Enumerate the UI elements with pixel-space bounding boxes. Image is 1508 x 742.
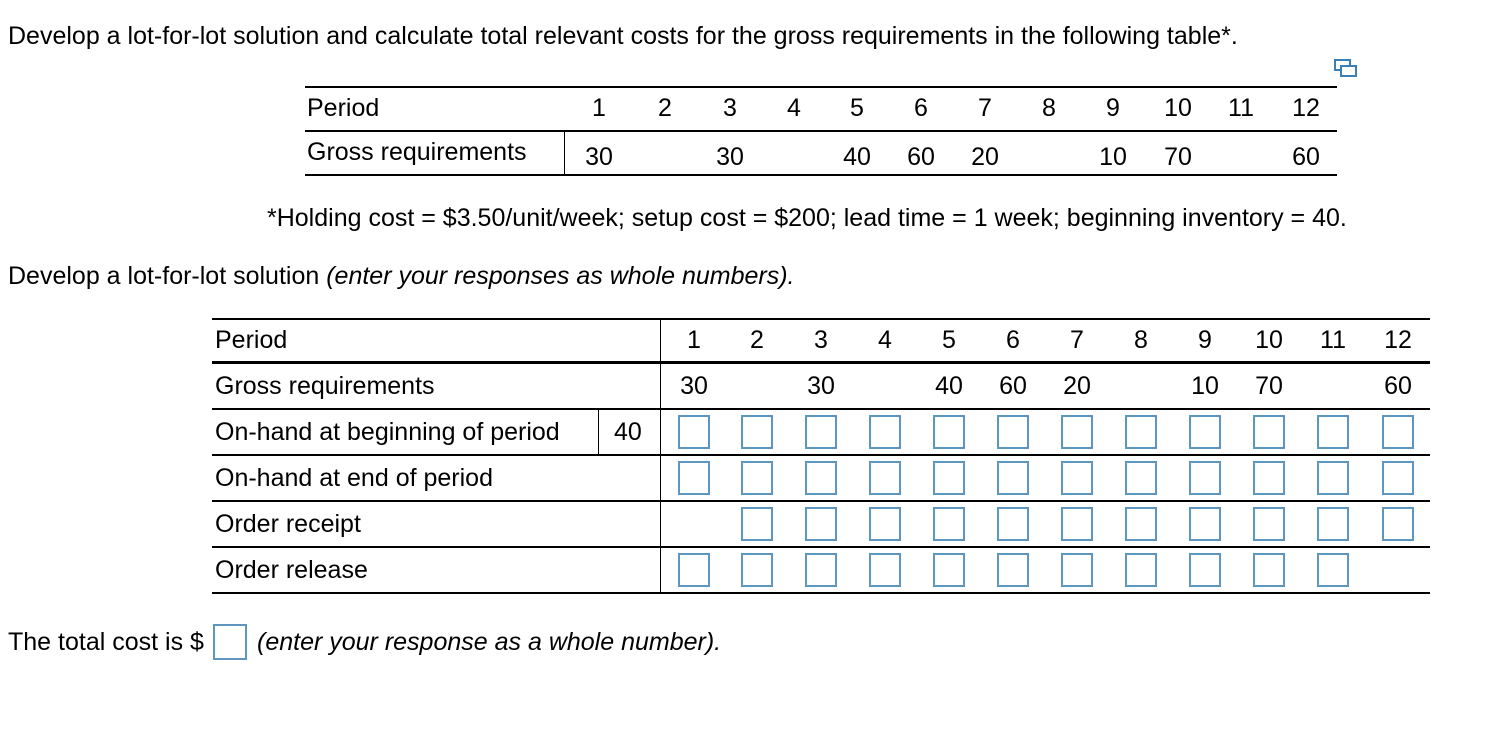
table1-gross-7: 20 (971, 143, 999, 171)
onhand-end-input-6[interactable] (997, 461, 1029, 495)
table2-period-12: 12 (1384, 326, 1412, 354)
onhand-end-input-3[interactable] (805, 461, 837, 495)
order-release-input-6[interactable] (997, 553, 1029, 587)
table2-period-4: 4 (878, 326, 892, 354)
order-receipt-input-12[interactable] (1382, 507, 1414, 541)
table1-gross-1: 30 (585, 143, 613, 171)
table1-period-4: 4 (787, 94, 801, 122)
table2-gross-6: 60 (999, 372, 1027, 400)
table2-order-release-label: Order release (215, 556, 368, 584)
table2-period-11: 11 (1320, 326, 1346, 354)
total-cost-prefix: The total cost is $ (8, 628, 204, 656)
table2-onhand-begin-label: On-hand at beginning of period (215, 418, 560, 446)
table1-gross-9: 10 (1099, 143, 1127, 171)
onhand-end-input-4[interactable] (869, 461, 901, 495)
total-cost-line (8, 628, 204, 657)
instruction-hint: (enter your responses as whole numbers). (326, 262, 795, 290)
onhand-begin-input-7[interactable] (1061, 415, 1093, 449)
table2-period-5: 5 (942, 326, 956, 354)
table2-onhand-end-label: On-hand at end of period (215, 464, 493, 492)
intro-text: Develop a lot-for-lot solution and calculate total relevant costs for the gross requirements in the following table*. (8, 22, 1238, 50)
table1-period-11: 11 (1228, 94, 1254, 122)
order-receipt-input-3[interactable] (805, 507, 837, 541)
onhand-begin-input-10[interactable] (1253, 415, 1285, 449)
order-receipt-input-5[interactable] (933, 507, 965, 541)
copy-icon[interactable] (1334, 58, 1360, 80)
order-receipt-input-9[interactable] (1189, 507, 1221, 541)
onhand-end-input-12[interactable] (1382, 461, 1414, 495)
table1-period-label: Period (307, 94, 380, 122)
onhand-end-input-5[interactable] (933, 461, 965, 495)
order-release-input-7[interactable] (1061, 553, 1093, 587)
onhand-end-input-1[interactable] (678, 461, 710, 495)
onhand-begin-input-12[interactable] (1382, 415, 1414, 449)
onhand-begin-input-3[interactable] (805, 415, 837, 449)
table1-gross-3: 30 (716, 143, 744, 171)
onhand-end-input-11[interactable] (1317, 461, 1349, 495)
onhand-begin-input-4[interactable] (869, 415, 901, 449)
order-receipt-input-2[interactable] (741, 507, 773, 541)
table1-gross-6: 60 (907, 143, 935, 171)
onhand-end-input-8[interactable] (1125, 461, 1157, 495)
instruction-main: Develop a lot-for-lot solution (8, 262, 327, 290)
order-release-input-11[interactable] (1317, 553, 1349, 587)
onhand-begin-input-9[interactable] (1189, 415, 1221, 449)
onhand-begin-input-6[interactable] (997, 415, 1029, 449)
table1-gross-12: 60 (1292, 143, 1320, 171)
table2-gross-10: 70 (1255, 372, 1283, 400)
order-release-input-10[interactable] (1253, 553, 1285, 587)
table1-period-5: 5 (850, 94, 864, 122)
table1-period-2: 2 (658, 94, 672, 122)
order-release-input-3[interactable] (805, 553, 837, 587)
table2-gross-5: 40 (935, 372, 963, 400)
order-release-input-8[interactable] (1125, 553, 1157, 587)
onhand-begin-input-5[interactable] (933, 415, 965, 449)
order-release-input-5[interactable] (933, 553, 965, 587)
order-receipt-input-4[interactable] (869, 507, 901, 541)
total-cost-hint: (enter your response as a whole number). (257, 628, 722, 656)
table2-gross-3: 30 (807, 372, 835, 400)
onhand-end-input-10[interactable] (1253, 461, 1285, 495)
table1-gross-5: 40 (843, 143, 871, 171)
table1-period-6: 6 (914, 94, 928, 122)
total-cost-input[interactable] (213, 624, 247, 660)
table1-period-12: 12 (1292, 94, 1320, 122)
order-release-input-9[interactable] (1189, 553, 1221, 587)
table2-order-receipt-label: Order receipt (215, 510, 361, 538)
table2-gross-7: 20 (1063, 372, 1091, 400)
table1-period-8: 8 (1042, 94, 1056, 122)
onhand-begin-input-8[interactable] (1125, 415, 1157, 449)
order-release-input-4[interactable] (869, 553, 901, 587)
table2-period-2: 2 (750, 326, 764, 354)
table2-gross-9: 10 (1191, 372, 1219, 400)
onhand-end-input-7[interactable] (1061, 461, 1093, 495)
table2-period-10: 10 (1255, 326, 1283, 354)
onhand-end-input-9[interactable] (1189, 461, 1221, 495)
onhand-end-input-2[interactable] (741, 461, 773, 495)
table1-period-3: 3 (723, 94, 737, 122)
table1-gross-label: Gross requirements (307, 138, 527, 166)
table2-gross-1: 30 (680, 372, 708, 400)
table2-period-8: 8 (1134, 326, 1148, 354)
table2-period-1: 1 (687, 326, 701, 354)
table2-period-label: Period (215, 326, 288, 354)
order-receipt-input-6[interactable] (997, 507, 1029, 541)
table2-gross-label: Gross requirements (215, 372, 435, 400)
table2-period-6: 6 (1006, 326, 1020, 354)
table2-period-7: 7 (1070, 326, 1084, 354)
footnote: *Holding cost = $3.50/unit/week; setup cost = $200; lead time = 1 week; beginning inventory = 40. (267, 204, 1347, 232)
table1-period-7: 7 (978, 94, 992, 122)
table2-gross-12: 60 (1384, 372, 1412, 400)
beginning-inventory-value: 40 (614, 418, 642, 446)
instruction-text (8, 262, 795, 291)
table1-period-10: 10 (1164, 94, 1192, 122)
order-receipt-input-11[interactable] (1317, 507, 1349, 541)
order-receipt-input-10[interactable] (1253, 507, 1285, 541)
table1-gross-10: 70 (1164, 143, 1192, 171)
table2-period-9: 9 (1198, 326, 1212, 354)
table1-period-9: 9 (1106, 94, 1120, 122)
order-receipt-input-7[interactable] (1061, 507, 1093, 541)
table1-period-1: 1 (592, 94, 606, 122)
table2-period-3: 3 (814, 326, 828, 354)
order-release-input-2[interactable] (741, 553, 773, 587)
order-release-input-1[interactable] (678, 553, 710, 587)
order-receipt-input-8[interactable] (1125, 507, 1157, 541)
onhand-begin-input-11[interactable] (1317, 415, 1349, 449)
onhand-begin-input-1[interactable] (678, 415, 710, 449)
onhand-begin-input-2[interactable] (741, 415, 773, 449)
